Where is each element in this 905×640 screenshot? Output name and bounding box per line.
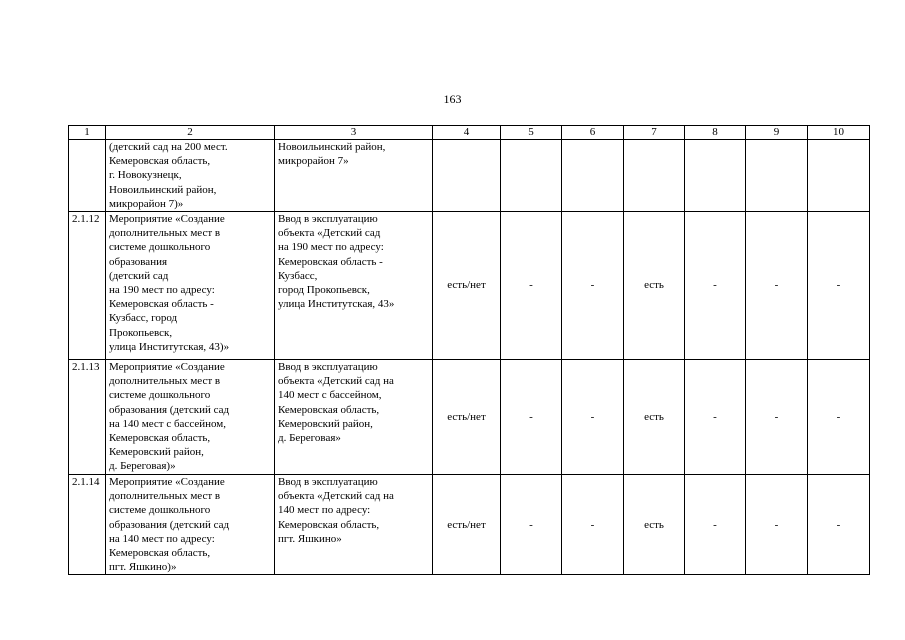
row-number: 2.1.14 <box>69 475 106 575</box>
event-cell: Мероприятие «Создание дополнительных мест в системе дошкольного образования (детский сад на 140 мест по адресу: Кемеровская область, пгт. Яшкино)» <box>106 475 275 575</box>
result-cell: Ввод в эксплуатацию объекта «Детский сад на 190 мест по адресу: Кемеровская область - Кузбасс, город Прокопьевск, улица Институтская, 43» <box>275 212 433 360</box>
value-cell: есть <box>624 360 685 475</box>
column-header: 10 <box>808 126 870 140</box>
value-cell: - <box>562 212 624 360</box>
value-cell: - <box>685 475 746 575</box>
value-cell: - <box>685 212 746 360</box>
indicator-cell: есть/нет <box>433 212 501 360</box>
result-cell: Ввод в эксплуатацию объекта «Детский сад на 140 мест с бассейном, Кемеровская область, Кемеровский район, д. Береговая» <box>275 360 433 475</box>
row-number <box>69 140 106 212</box>
column-header: 4 <box>433 126 501 140</box>
column-header: 5 <box>501 126 562 140</box>
value-cell: есть <box>624 475 685 575</box>
column-header: 6 <box>562 126 624 140</box>
value-cell: - <box>562 360 624 475</box>
value-cell <box>501 140 562 212</box>
value-cell <box>746 140 808 212</box>
value-cell: - <box>501 360 562 475</box>
result-cell: Ввод в эксплуатацию объекта «Детский сад на 140 мест по адресу: Кемеровская область, пгт. Яшкино» <box>275 475 433 575</box>
value-cell <box>685 140 746 212</box>
row-number: 2.1.12 <box>69 212 106 360</box>
value-cell: - <box>562 475 624 575</box>
value-cell: - <box>685 360 746 475</box>
indicator-cell: есть/нет <box>433 475 501 575</box>
column-header: 8 <box>685 126 746 140</box>
data-table <box>68 125 870 575</box>
value-cell: - <box>746 212 808 360</box>
value-cell: - <box>746 360 808 475</box>
value-cell <box>624 140 685 212</box>
value-cell: - <box>501 475 562 575</box>
value-cell: есть <box>624 212 685 360</box>
column-header: 7 <box>624 126 685 140</box>
value-cell <box>808 140 870 212</box>
column-header: 2 <box>106 126 275 140</box>
result-cell: Новоильинский район, микрорайон 7» <box>275 140 433 212</box>
column-header: 9 <box>746 126 808 140</box>
row-number: 2.1.13 <box>69 360 106 475</box>
column-header: 3 <box>275 126 433 140</box>
value-cell: - <box>808 475 870 575</box>
event-cell: Мероприятие «Создание дополнительных мест в системе дошкольного образования (детский сад на 140 мест с бассейном, Кемеровская область, Кемеровский район, д. Береговая)» <box>106 360 275 475</box>
table-row <box>69 140 870 212</box>
header-row <box>69 126 870 140</box>
event-cell: (детский сад на 200 мест. Кемеровская область, г. Новокузнецк, Новоильинский район, микрорайон 7)» <box>106 140 275 212</box>
value-cell: - <box>746 475 808 575</box>
value-cell <box>562 140 624 212</box>
indicator-cell <box>433 140 501 212</box>
table-row <box>69 475 870 575</box>
table-row <box>69 360 870 475</box>
column-header: 1 <box>69 126 106 140</box>
event-cell: Мероприятие «Создание дополнительных мест в системе дошкольного образования (детский сад на 190 мест по адресу: Кемеровская область - Кузбасс, город Прокопьевск, улица Институтская, 43)» <box>106 212 275 360</box>
value-cell: - <box>808 212 870 360</box>
table-row <box>69 212 870 360</box>
page-number: 163 <box>443 92 462 106</box>
value-cell: - <box>501 212 562 360</box>
indicator-cell: есть/нет <box>433 360 501 475</box>
value-cell: - <box>808 360 870 475</box>
